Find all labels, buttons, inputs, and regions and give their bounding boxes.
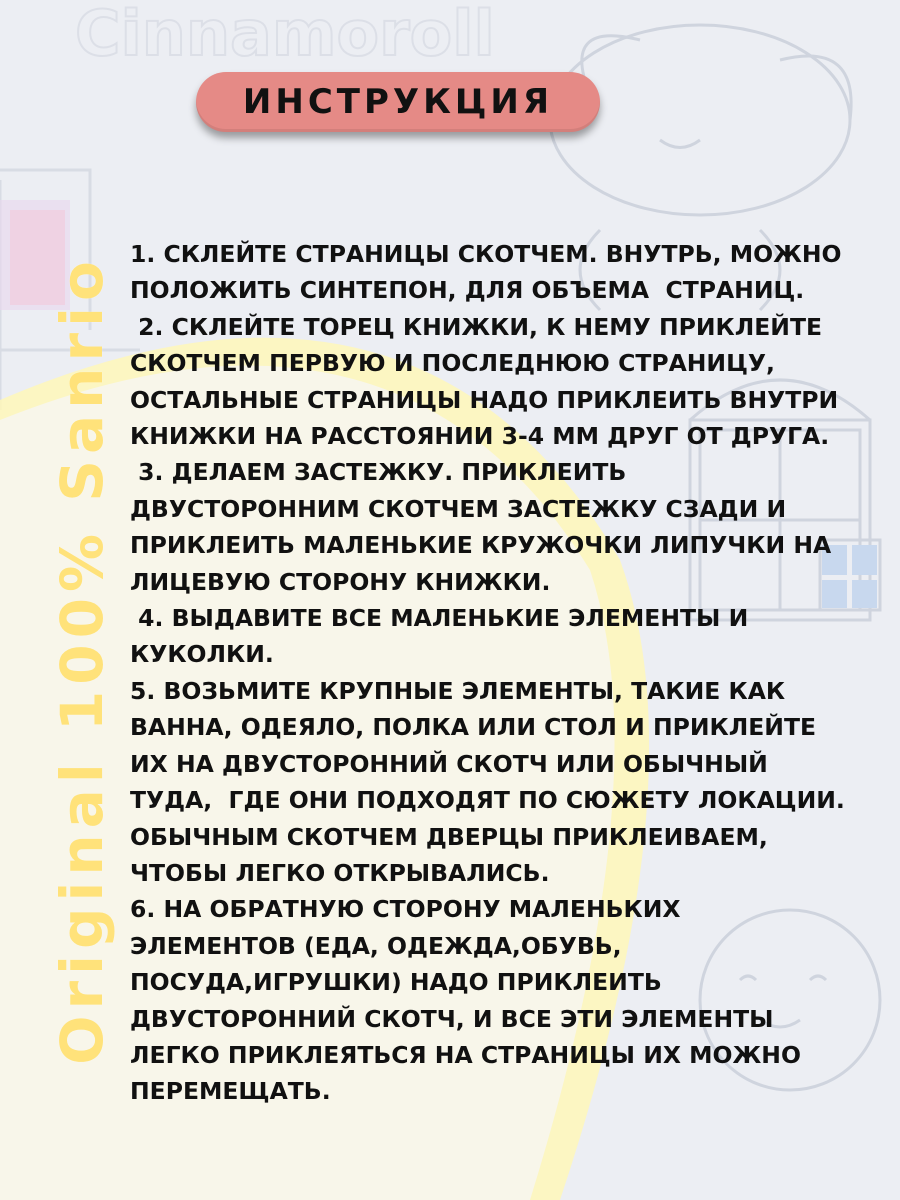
instruction-line: 1. СКЛЕЙТЕ СТРАНИЦЫ СКОТЧЕМ. ВНУТРЬ, МОЖНО	[130, 240, 842, 268]
instruction-line: ИХ НА ДВУСТОРОННИЙ СКОТЧ ИЛИ ОБЫЧНЫЙ	[130, 749, 768, 778]
instruction-line: 4. ВЫДАВИТЕ ВСЕ МАЛЕНЬКИЕ ЭЛЕМЕНТЫ И	[130, 604, 749, 633]
instruction-line: ЛИЦЕВУЮ СТОРОНУ КНИЖКИ.	[130, 567, 551, 596]
instruction-line: ПЕРЕМЕЩАТЬ.	[130, 1077, 331, 1106]
instruction-line: ОСТАЛЬНЫЕ СТРАНИЦЫ НАДО ПРИКЛЕИТЬ ВНУТРИ	[130, 385, 839, 414]
instruction-line: ПРИКЛЕИТЬ МАЛЕНЬКИЕ КРУЖОЧКИ ЛИПУЧКИ НА	[130, 531, 832, 560]
instruction-line: КУКОЛКИ.	[130, 640, 274, 669]
instruction-line: 5. ВОЗЬМИТЕ КРУПНЫЕ ЭЛЕМЕНТЫ, ТАКИЕ КАК	[130, 676, 786, 705]
instruction-line: ЛЕГКО ПРИКЛЕЯТЬСЯ НА СТРАНИЦЫ ИХ МОЖНО	[130, 1040, 801, 1069]
instruction-line: ПОЛОЖИТЬ СИНТЕПОН, ДЛЯ ОБЪЕМА СТРАНИЦ.	[130, 276, 805, 305]
instructions-text	[130, 236, 850, 1110]
title-pill	[196, 72, 600, 132]
instruction-line: СКОТЧЕМ ПЕРВУЮ И ПОСЛЕДНЮЮ СТРАНИЦУ,	[130, 349, 775, 378]
brand-vertical-label: Original 100% Sanrio	[48, 255, 116, 1065]
instruction-line: ДВУСТОРОННИЙ СКОТЧ, И ВСЕ ЭТИ ЭЛЕМЕНТЫ	[130, 1004, 774, 1033]
page-title: ИНСТРУКЦИЯ	[242, 82, 554, 122]
watermark-text: Cinnamoroll	[75, 0, 495, 70]
instruction-line: ЧТОБЫ ЛЕГКО ОТКРЫВАЛИСЬ.	[130, 858, 550, 887]
instruction-line: ЭЛЕМЕНТОВ (ЕДА, ОДЕЖДА,ОБУВЬ,	[130, 931, 622, 960]
instruction-line: КНИЖКИ НА РАССТОЯНИИ 3-4 ММ ДРУГ ОТ ДРУГА.	[130, 422, 830, 451]
instruction-line: ВАННА, ОДЕЯЛО, ПОЛКА ИЛИ СТОЛ И ПРИКЛЕЙТЕ	[130, 713, 817, 742]
instruction-line: 3. ДЕЛАЕМ ЗАСТЕЖКУ. ПРИКЛЕИТЬ	[130, 458, 627, 487]
instruction-line: ТУДА, ГДЕ ОНИ ПОДХОДЯТ ПО СЮЖЕТУ ЛОКАЦИИ.	[130, 786, 845, 815]
instruction-line: 6. НА ОБРАТНУЮ СТОРОНУ МАЛЕНЬКИХ	[130, 895, 681, 924]
instruction-line: ПОСУДА,ИГРУШКИ) НАДО ПРИКЛЕИТЬ	[130, 968, 662, 997]
instruction-line: 2. СКЛЕЙТЕ ТОРЕЦ КНИЖКИ, К НЕМУ ПРИКЛЕЙТЕ	[130, 312, 823, 341]
instruction-line: ДВУСТОРОННИМ СКОТЧЕМ ЗАСТЕЖКУ СЗАДИ И	[130, 494, 787, 523]
instruction-line: ОБЫЧНЫМ СКОТЧЕМ ДВЕРЦЫ ПРИКЛЕИВАЕМ,	[130, 822, 768, 851]
